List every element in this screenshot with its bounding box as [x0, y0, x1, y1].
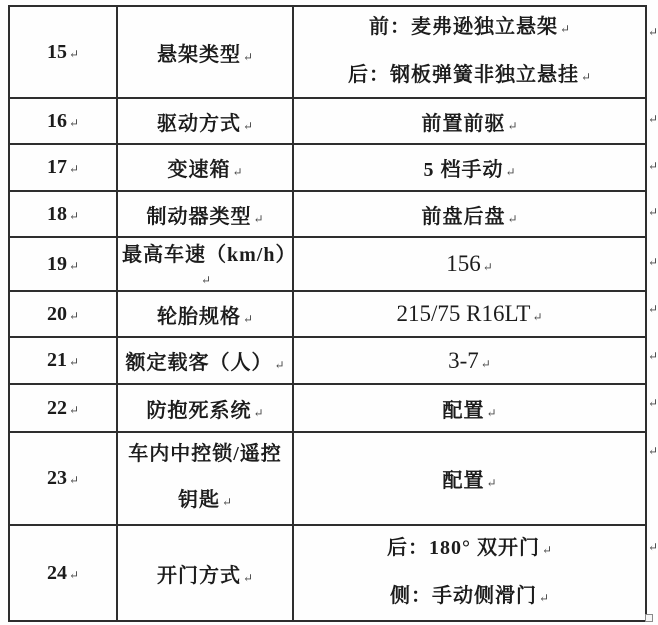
row-number-cell: [9, 98, 117, 144]
pilcrow-mark-icon: ↵: [482, 260, 493, 274]
row-number-cell: [9, 337, 117, 384]
spec-value-cell: [293, 432, 646, 525]
spec-value-lines: [298, 17, 641, 88]
spec-value-line: [348, 65, 591, 88]
spec-name-line: [128, 444, 282, 465]
table-row: [9, 291, 646, 337]
pilcrow-mark-icon: ↵: [507, 118, 518, 133]
row-number-cell: [9, 237, 117, 291]
spec-name-cell: [117, 98, 293, 144]
row-end-mark-icon: ↵: [648, 205, 658, 219]
pilcrow-mark-icon: ↵: [486, 476, 497, 490]
spec-value-cell: [293, 6, 646, 98]
pilcrow-mark-icon: ↵: [200, 273, 212, 287]
table-row: [9, 6, 646, 98]
spec-table: [8, 5, 647, 622]
spec-name-cell: [117, 337, 293, 384]
table-row: [9, 237, 646, 291]
pilcrow-mark-icon: ↵: [532, 310, 543, 324]
pilcrow-mark-icon: ↵: [232, 165, 243, 179]
spec-name: 制动器类型: [146, 205, 252, 228]
table-row: [9, 525, 646, 621]
row-number: 20: [46, 302, 67, 325]
pilcrow-mark-icon: ↵: [253, 211, 264, 226]
spec-name-cell: [117, 144, 293, 191]
table-row: [9, 191, 646, 237]
table-row: [9, 384, 646, 432]
spec-value: 前置前驱: [421, 112, 506, 135]
spec-value: 配置: [442, 399, 485, 422]
spec-value-cell: [293, 291, 646, 337]
pilcrow-mark-icon: ↵: [486, 405, 497, 420]
row-number: 22: [46, 396, 67, 419]
row-number: 21: [46, 349, 67, 371]
row-end-mark-icon: ↵: [648, 444, 658, 458]
spec-name-cell: [117, 291, 293, 337]
spec-name-cell: [117, 6, 293, 98]
spec-value: 前盘后盘: [421, 205, 506, 228]
spec-value: 3-7: [448, 347, 479, 373]
pilcrow-mark-icon: ↵: [541, 542, 553, 557]
spec-value-line: [387, 538, 552, 561]
spec-value-cell: [293, 525, 646, 621]
row-end-mark-icon: ↵: [648, 112, 658, 126]
table-row: [9, 98, 646, 144]
row-end-mark-icon: ↵: [648, 349, 658, 363]
spec-value-cell: [293, 384, 646, 432]
table-row: [9, 337, 646, 384]
row-end-mark-icon: ↵: [648, 255, 658, 269]
spec-value-cell: [293, 337, 646, 384]
row-end-mark-icon: ↵: [648, 25, 658, 39]
row-number: 19: [46, 252, 67, 275]
row-number: 17: [46, 156, 67, 178]
pilcrow-mark-icon: ↵: [559, 21, 571, 36]
spec-name: 变速箱: [167, 159, 231, 181]
spec-value: 156: [446, 251, 481, 276]
spec-name: 额定载客（人）: [125, 352, 273, 374]
pilcrow-mark-icon: ↵: [580, 69, 592, 84]
row-number: 18: [46, 202, 67, 225]
row-number-cell: [9, 6, 117, 98]
row-end-mark-icon: ↵: [648, 540, 658, 554]
spec-value: 前：麦弗逊独立悬架: [368, 15, 558, 38]
spec-name: 最高车速（km/h）: [122, 244, 297, 266]
pilcrow-mark-icon: ↵: [68, 567, 80, 582]
pilcrow-mark-icon: ↵: [221, 495, 233, 509]
pilcrow-mark-icon: ↵: [68, 208, 80, 223]
table-row: [9, 144, 646, 191]
spec-value-cell: [293, 237, 646, 291]
pilcrow-mark-icon: ↵: [68, 308, 80, 323]
pilcrow-mark-icon: ↵: [68, 115, 80, 130]
spec-name-lines: [122, 444, 288, 513]
spec-name: 开门方式: [156, 564, 241, 587]
row-number: 23: [46, 467, 67, 489]
spec-name: 轮胎规格: [156, 305, 241, 328]
spec-value: 5 档手动: [423, 159, 504, 181]
row-number-cell: [9, 432, 117, 525]
row-number-cell: [9, 384, 117, 432]
pilcrow-mark-icon: ↵: [242, 118, 254, 133]
row-number: 16: [46, 109, 67, 132]
spec-name-line: [178, 490, 232, 513]
spec-value-line: [369, 17, 570, 40]
pilcrow-mark-icon: ↵: [242, 49, 254, 64]
pilcrow-mark-icon: ↵: [68, 355, 80, 369]
spec-value: 配置: [442, 470, 485, 492]
table-row: [9, 432, 646, 525]
spec-value: 后：180° 双开门: [386, 536, 540, 559]
spec-name: 悬架类型: [156, 43, 241, 66]
pilcrow-mark-icon: ↵: [480, 356, 491, 371]
pilcrow-mark-icon: ↵: [68, 46, 80, 61]
row-end-mark-icon: ↵: [648, 396, 658, 410]
pilcrow-mark-icon: ↵: [68, 402, 80, 417]
spec-value: 后：钢板弹簧非独立悬挂: [347, 63, 579, 86]
row-number: 24: [46, 561, 67, 584]
pilcrow-mark-icon: ↵: [538, 590, 550, 605]
pilcrow-mark-icon: ↵: [242, 570, 254, 585]
spec-value-cell: [293, 98, 646, 144]
row-number-cell: [9, 191, 117, 237]
row-number-cell: [9, 525, 117, 621]
spec-name: 驱动方式: [156, 112, 241, 135]
pilcrow-mark-icon: ↵: [68, 473, 80, 487]
table-resize-handle-icon: [645, 614, 653, 622]
row-end-mark-icon: ↵: [648, 302, 658, 316]
spec-value: 侧：手动侧滑门: [389, 584, 537, 607]
spec-value-cell: [293, 191, 646, 237]
pilcrow-mark-icon: ↵: [68, 162, 80, 176]
spec-name-cell: [117, 525, 293, 621]
row-number-cell: [9, 144, 117, 191]
spec-name-cell: [117, 384, 293, 432]
pilcrow-mark-icon: ↵: [505, 165, 516, 179]
spec-name-cell: [117, 191, 293, 237]
spec-name-cell: [117, 237, 297, 291]
spec-name: 车内中控锁/遥控: [128, 443, 282, 465]
spec-value-line: [390, 586, 549, 609]
row-number-cell: [9, 291, 117, 337]
spec-name: 钥匙: [177, 489, 220, 511]
pilcrow-mark-icon: ↵: [507, 211, 518, 226]
row-number: 15: [46, 40, 67, 63]
pilcrow-mark-icon: ↵: [242, 311, 254, 326]
pilcrow-mark-icon: ↵: [274, 358, 285, 372]
spec-name: 防抱死系统: [146, 399, 252, 422]
spec-value-lines: [298, 538, 641, 609]
spec-value: 215/75 R16LT: [396, 301, 531, 326]
row-end-mark-icon: ↵: [648, 159, 658, 173]
spec-value-cell: [293, 144, 646, 191]
spec-name-cell: [117, 432, 293, 525]
pilcrow-mark-icon: ↵: [253, 405, 264, 420]
pilcrow-mark-icon: ↵: [68, 258, 80, 273]
